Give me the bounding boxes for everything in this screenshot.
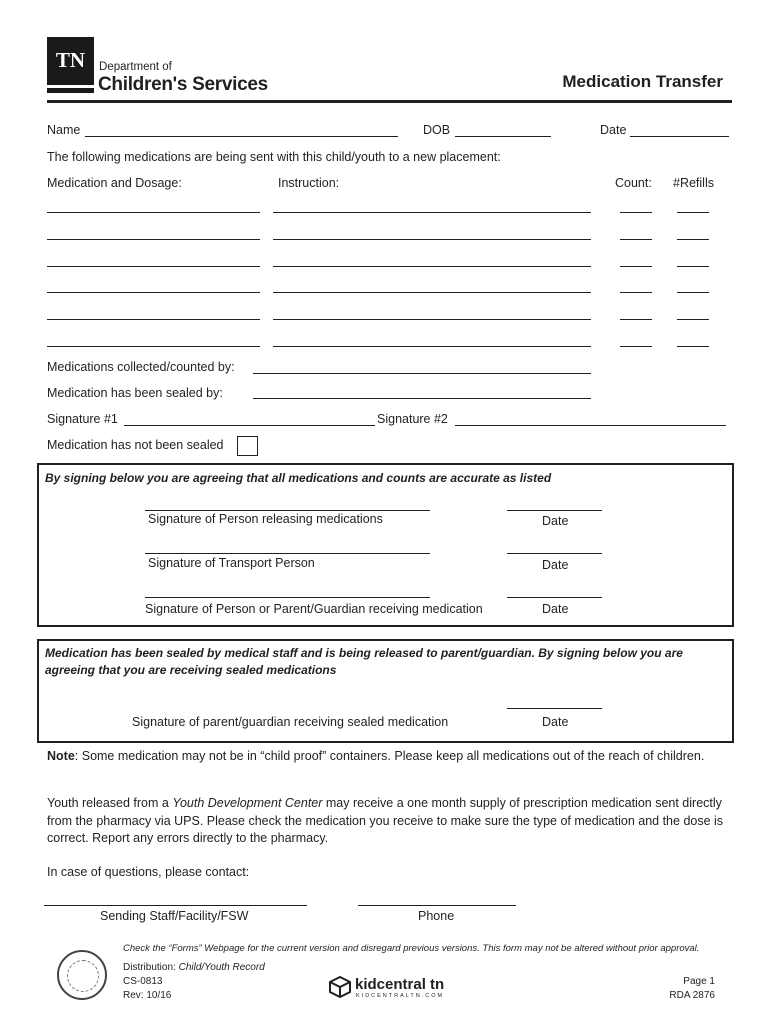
rev-value: 10/16 — [146, 990, 172, 1001]
refills-field[interactable] — [677, 319, 709, 320]
not-sealed-checkbox[interactable] — [237, 436, 258, 456]
sealed-date-caption: Date — [542, 715, 569, 729]
count-field[interactable] — [620, 319, 652, 320]
footer-disclaimer: Check the “Forms” Webpage for the current version and disregard previous versions. This form may not be altered without prior approval. — [123, 943, 700, 954]
transport-signature-field[interactable] — [145, 553, 430, 554]
childrens-services-label: Children's Services — [98, 74, 268, 95]
phone-caption: Phone — [418, 909, 455, 923]
transport-date-field[interactable] — [507, 553, 602, 554]
distribution-line — [123, 962, 265, 973]
refills-field[interactable] — [677, 266, 709, 267]
kidcentral-url: KIDCENTRALTN.COM — [356, 993, 445, 999]
date-field[interactable] — [630, 136, 729, 137]
sig1-label: Signature #1 — [47, 412, 118, 426]
releasing-date-field[interactable] — [507, 510, 602, 511]
kidcentral-cube-icon — [329, 976, 351, 998]
medication-field[interactable] — [47, 212, 260, 213]
date-label: Date — [600, 123, 627, 137]
ydc-pre: Youth released from a — [47, 796, 173, 810]
instruction-field[interactable] — [273, 212, 591, 213]
rda-number: RDA 2876 — [669, 990, 715, 1001]
refills-field[interactable] — [677, 212, 709, 213]
col-count: Count: — [615, 176, 652, 190]
count-field[interactable] — [620, 346, 652, 347]
phone-field[interactable] — [358, 905, 516, 906]
instruction-field[interactable] — [273, 266, 591, 267]
note-text: : Some medication may not be in “child proof” containers. Please keep all medications out of the reach of children. — [74, 749, 705, 763]
medication-field[interactable] — [47, 346, 260, 347]
name-label: Name — [47, 123, 81, 137]
dob-label: DOB — [423, 123, 451, 137]
instruction-field[interactable] — [273, 292, 591, 293]
form-title: Medication Transfer — [562, 72, 723, 91]
sig1-field[interactable] — [124, 425, 375, 426]
name-field[interactable] — [85, 136, 398, 137]
col-medication: Medication and Dosage: — [47, 176, 182, 190]
instruction-field[interactable] — [273, 319, 591, 320]
page-number: Page 1 — [683, 976, 715, 987]
note-paragraph — [47, 748, 727, 765]
dob-field[interactable] — [455, 136, 551, 137]
transport-signature-caption: Signature of Transport Person — [148, 556, 315, 570]
count-field[interactable] — [620, 239, 652, 240]
sending-staff-field[interactable] — [44, 905, 307, 906]
col-refills: #Refills — [673, 176, 714, 190]
kidcentral-logo-text: kidcentral tn — [355, 976, 445, 993]
medication-field[interactable] — [47, 239, 260, 240]
not-sealed-label: Medication has not been sealed — [47, 438, 224, 452]
agreement-heading: By signing below you are agreeing that all medications and counts are accurate as listed — [45, 471, 552, 485]
tn-state-seal-icon — [57, 950, 107, 1000]
count-field[interactable] — [620, 266, 652, 267]
medication-field[interactable] — [47, 319, 260, 320]
medication-field[interactable] — [47, 292, 260, 293]
logo-underline — [47, 88, 94, 93]
rev-label: Rev: — [123, 990, 144, 1001]
note-bold: Note — [47, 749, 75, 763]
refills-field[interactable] — [677, 346, 709, 347]
sealed-release-heading: Medication has been sealed by medical staff and is being released to parent/guardian. By signing below you are agreeing that you are receiving sealed medications — [45, 646, 683, 677]
intro-text: The following medications are being sent with this child/youth to a new placement: — [47, 150, 501, 164]
sending-staff-caption: Sending Staff/Facility/FSW — [100, 909, 249, 923]
ydc-post: may receive a one month supply of prescription medication sent directly from the pharmacy via UPS. Please check the medication you receive to make sure the type of medication and the dose is correct. Report any errors directly to the pharmacy. — [47, 796, 724, 845]
releasing-signature-field[interactable] — [145, 510, 430, 511]
revision-line — [123, 990, 171, 1001]
header-rule — [47, 100, 732, 103]
instruction-field[interactable] — [273, 346, 591, 347]
instruction-field[interactable] — [273, 239, 591, 240]
receiving-signature-caption: Signature of Person or Parent/Guardian receiving medication — [145, 602, 483, 616]
refills-field[interactable] — [677, 239, 709, 240]
receiving-signature-field[interactable] — [145, 597, 430, 598]
collected-label: Medications collected/counted by: — [47, 360, 235, 374]
releasing-signature-caption: Signature of Person releasing medications — [148, 512, 383, 526]
medication-field[interactable] — [47, 266, 260, 267]
ydc-italic: Youth Development Center — [172, 796, 323, 810]
distribution-label: Distribution: — [123, 962, 176, 973]
sealed-signature-caption: Signature of parent/guardian receiving sealed medication — [132, 715, 449, 729]
col-instruction: Instruction: — [278, 176, 340, 190]
receiving-date-field[interactable] — [507, 597, 602, 598]
form-number: CS-0813 — [123, 976, 163, 987]
sealed-date-field[interactable] — [507, 708, 602, 709]
distribution-value: Child/Youth Record — [178, 962, 265, 973]
refills-field[interactable] — [677, 292, 709, 293]
tn-logo: TN — [47, 37, 94, 85]
count-field[interactable] — [620, 212, 652, 213]
transport-date-caption: Date — [542, 558, 569, 572]
sealed-by-label: Medication has been sealed by: — [47, 386, 223, 400]
count-field[interactable] — [620, 292, 652, 293]
department-of-label: Department of — [99, 61, 172, 73]
contact-label: In case of questions, please contact: — [47, 865, 250, 879]
collected-field[interactable] — [253, 373, 591, 374]
sig2-field[interactable] — [455, 425, 726, 426]
ydc-paragraph — [47, 795, 727, 848]
receiving-date-caption: Date — [542, 602, 569, 616]
sealed-by-field[interactable] — [253, 398, 591, 399]
releasing-date-caption: Date — [542, 514, 569, 528]
sig2-label: Signature #2 — [377, 412, 448, 426]
